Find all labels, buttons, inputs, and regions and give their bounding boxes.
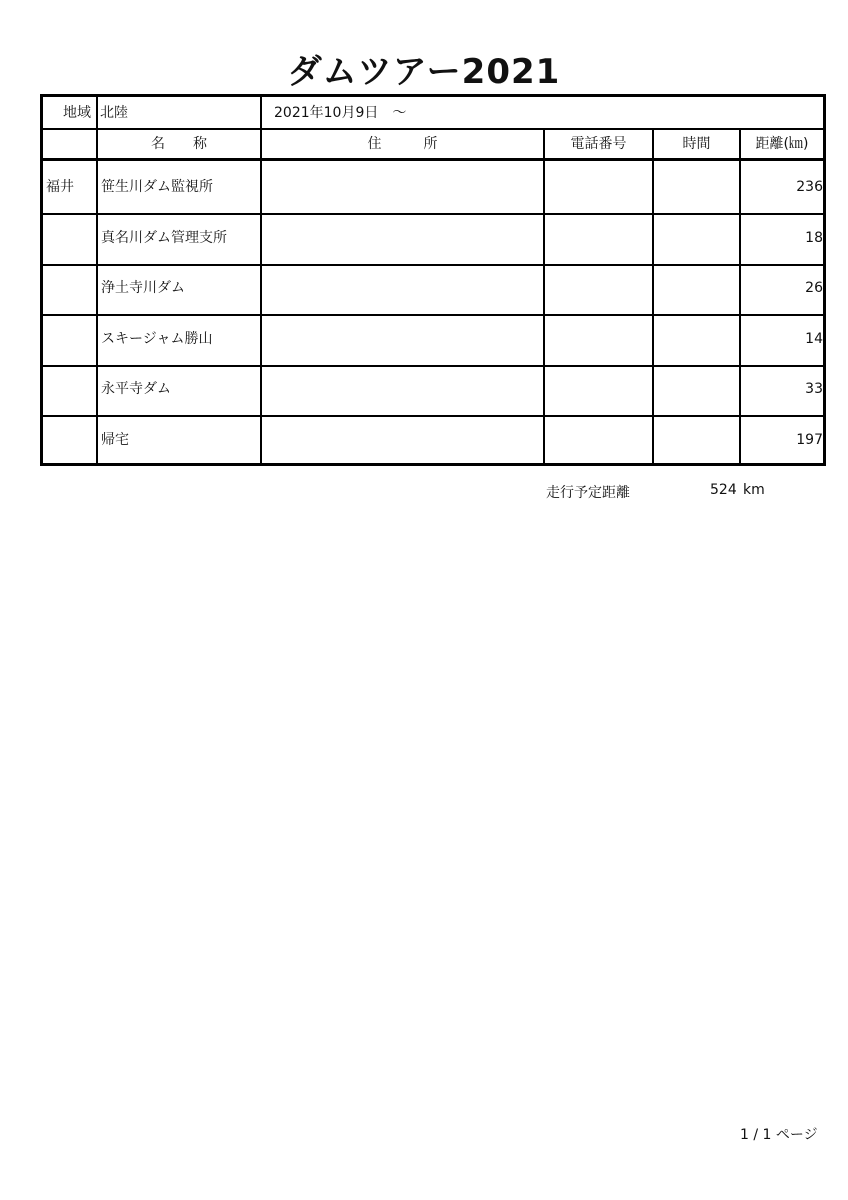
- column-header-address: 住 所: [367, 136, 438, 152]
- column-header-time: 時間: [682, 136, 711, 152]
- col-divider: [543, 128, 545, 463]
- row-region: 福井: [46, 179, 74, 195]
- page-title: ダムツアー2021: [287, 52, 561, 92]
- row-divider: [43, 415, 823, 417]
- region-value: 北陸: [100, 105, 128, 121]
- row-name: 笹生川ダム監視所: [101, 179, 213, 195]
- row-name: 永平寺ダム: [101, 381, 171, 397]
- header-divider: [43, 158, 823, 161]
- row-distance: 14: [805, 331, 823, 347]
- row-name: 浄土寺川ダム: [101, 280, 185, 296]
- row-divider: [43, 264, 823, 266]
- row-divider: [43, 128, 823, 130]
- row-divider: [43, 314, 823, 316]
- page-number: 1 / 1 ページ: [740, 1127, 818, 1143]
- row-name: 帰宅: [101, 432, 129, 448]
- row-divider: [43, 365, 823, 367]
- row-distance: 33: [805, 381, 823, 397]
- row-distance: 18: [805, 230, 823, 246]
- column-header-distance: 距離(㎞): [755, 136, 809, 152]
- tour-table: [40, 94, 826, 466]
- total-distance-value: 524: [710, 482, 737, 498]
- col-divider: [652, 128, 654, 463]
- row-distance: 236: [796, 179, 823, 195]
- row-divider: [43, 213, 823, 215]
- row-name: スキージャム勝山: [101, 331, 213, 347]
- row-name: 真名川ダム管理支所: [101, 230, 227, 246]
- column-header-phone: 電話番号: [570, 136, 627, 152]
- row-distance: 197: [796, 432, 823, 448]
- column-header-name: 名 称: [151, 136, 207, 152]
- row-distance: 26: [805, 280, 823, 296]
- total-distance-unit: km: [743, 482, 765, 498]
- tour-date: 2021年10月9日 ～: [274, 105, 407, 121]
- total-distance-label: 走行予定距離: [546, 485, 630, 501]
- region-label: 地域: [63, 105, 91, 121]
